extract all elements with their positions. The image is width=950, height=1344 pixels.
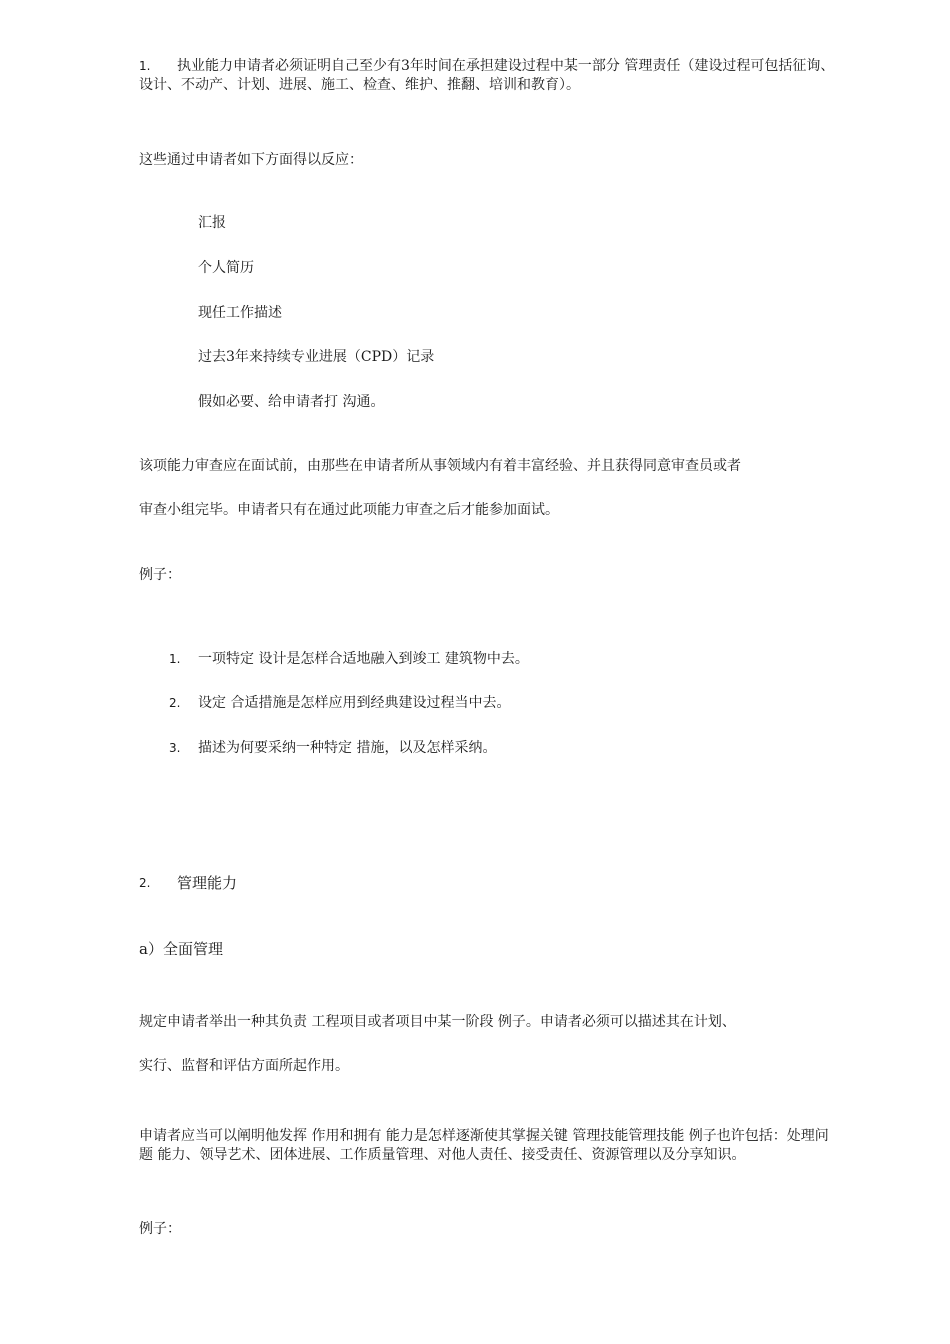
list-item-resume: 个人简历 xyxy=(198,260,254,276)
section-2-para1-line2: 实行、监督和评估方面所起作用。 xyxy=(139,1058,349,1074)
example-2-text: 设定 合适措施是怎样应用到经典建设过程当中去。 xyxy=(198,695,511,711)
list-item-job-description: 现任工作描述 xyxy=(198,305,282,321)
section-1-intro: 这些通过申请者如下方面得以反应： xyxy=(139,152,363,168)
example-label-2: 例子： xyxy=(139,1221,181,1237)
review-line-2: 审查小组完毕。申请者只有在通过此项能力审查之后才能参加面试。 xyxy=(139,502,559,518)
section-2-subtitle: a）全面管理 xyxy=(139,940,223,958)
review-line-1: 该项能力审查应在面试前，由那些在申请者所从事领域内有着丰富经验、并且获得同意审查员或者 xyxy=(139,458,741,474)
section-2-para1-line1: 规定申请者举出一种其负责 工程项目或者项目中某一阶段 例子。申请者必须可以描述其在计划、 xyxy=(139,1014,736,1030)
example-1-number: 1. xyxy=(169,652,181,666)
example-3-text: 描述为何要采纳一种特定 措施，以及怎样采纳。 xyxy=(198,740,497,756)
section-2-para2: 申请者应当可以阐明他发挥 作用和拥有 能力是怎样逐渐使其掌握关键 管理技能管理技能 例子也许包括：处理问题 能力、领导艺术、团体进展、工作质量管理、对他人责任、接受责任、资源管理以及分享知识。 xyxy=(139,1128,829,1163)
list-item-report: 汇报 xyxy=(198,215,226,231)
section-1-number: 1. xyxy=(139,59,151,73)
section-2-number: 2. xyxy=(139,876,151,890)
example-2-number: 2. xyxy=(169,696,181,710)
list-item-cpd-record: 过去3年来持续专业进展（CPD）记录 xyxy=(198,349,435,365)
section-2-title: 管理能力 xyxy=(177,874,238,892)
example-1-text: 一项特定 设计是怎样合适地融入到竣工 建筑物中去。 xyxy=(198,651,529,667)
example-label-1: 例子： xyxy=(139,567,181,583)
list-item-communication: 假如必要、给申请者打 沟通。 xyxy=(198,394,385,410)
section-1-paragraph: 执业能力申请者必须证明自己至少有3年时间在承担建设过程中某一部分 管理责任（建设过程可包括征询、设计、不动产、计划、进展、施工、检查、维护、推翻、培训和教育）。 xyxy=(139,58,835,93)
example-3-number: 3. xyxy=(169,741,181,755)
